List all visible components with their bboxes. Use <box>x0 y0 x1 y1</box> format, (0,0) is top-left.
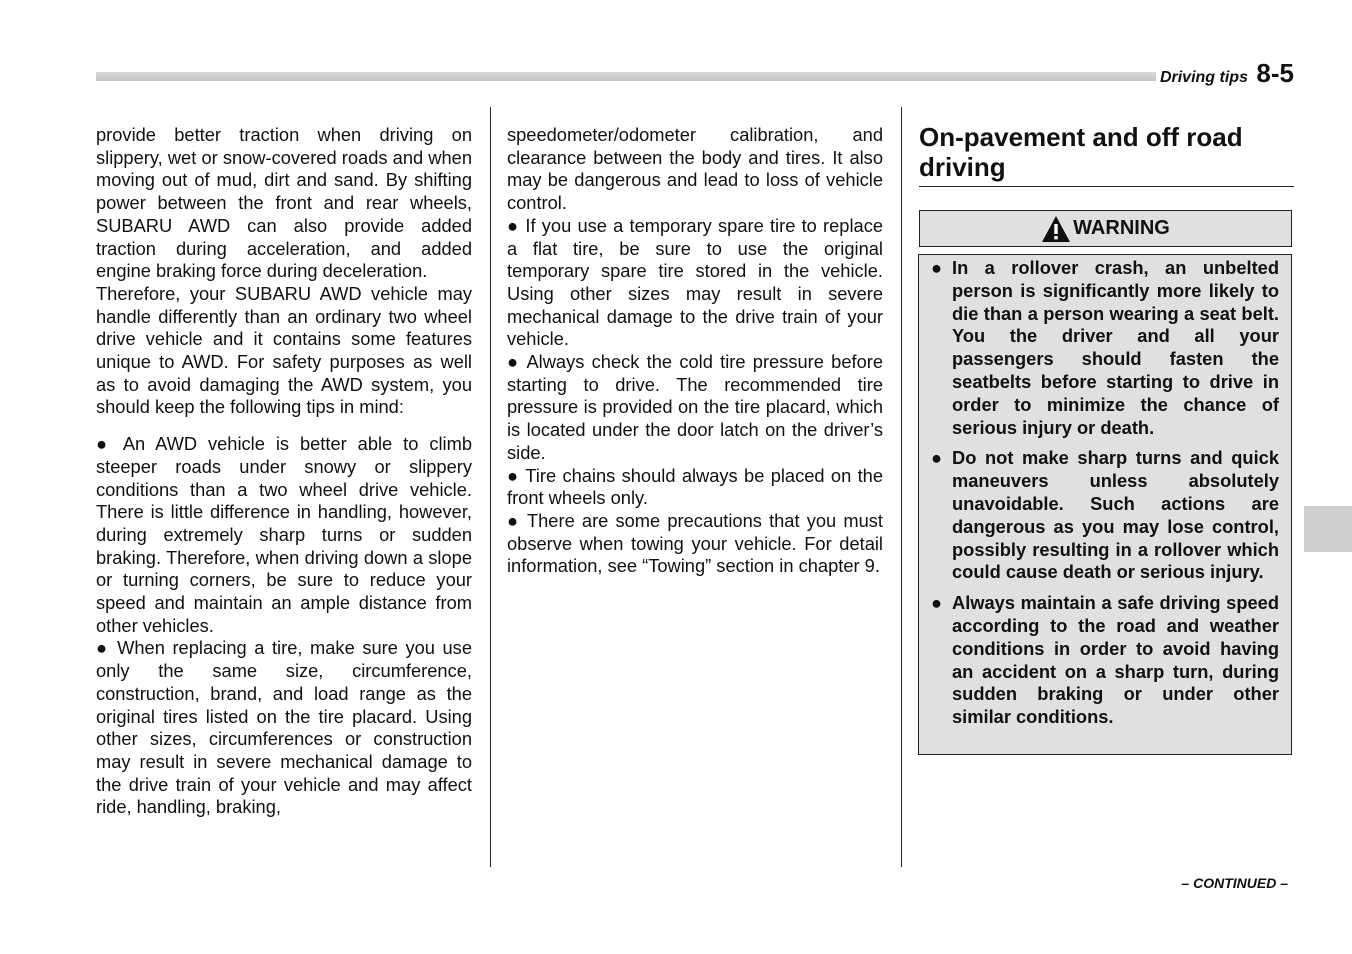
header-rule <box>96 72 1156 81</box>
warning-item <box>931 257 1279 439</box>
bullet-icon: ● <box>931 447 943 469</box>
chapter-side-tab <box>1304 506 1352 552</box>
bullet-icon: ● <box>931 257 943 278</box>
warning-item-text: Do not make sharp turns and quick maneuvers unless absolutely unavoidable. Such actions are dangerous as you may lose control, possibly resulting in a rollover which could cause death or serious injury. <box>952 447 1279 583</box>
warning-item-text: Always maintain a safe driving speed according to the road and weather conditions in order to avoid having an accident on a sharp turn, during sudden braking or under other similar conditions. <box>952 592 1279 728</box>
paragraph: speedometer/odometer calibration, and clearance between the body and tires. It also may be dangerous and lead to loss of vehicle control. <box>507 124 883 214</box>
warning-box <box>918 254 1292 755</box>
warning-item-text: In a rollover crash, an unbelted person is significantly more likely to die than a person wearing a seat belt. You the driver and all your passengers should fasten the seatbelts before starting to drive in order to minimize the chance of serious injury or death. <box>952 257 1279 438</box>
bullet-paragraph: ● An AWD vehicle is better able to climb steeper roads under snowy or slippery conditions than a two wheel drive vehicle. There is little difference in handling, however, during extremely sharp turns or sudden braking. Therefore, when driving down a slope or turning corners, be sure to reduce your speed and maintain an ample distance from other vehicles. <box>96 433 472 636</box>
warning-triangle-icon <box>1041 215 1071 243</box>
bullet-paragraph: ● When replacing a tire, make sure you use only the same size, circumference, construction, brand, and load range as the original tires listed on the tire placard. Using other sizes, circumferences or construction may result in severe mechanical damage to the drive train of your vehicle and may affect ride, handling, braking, <box>96 637 472 818</box>
running-header <box>1160 58 1294 89</box>
text-column-2 <box>507 124 883 578</box>
paragraph: Therefore, your SUBARU AWD vehicle may handle differently than an ordinary two wheel drive vehicle and it contains some features unique to AWD. For safety purposes as well as to avoid damaging the AWD system, you should keep the following tips in mind: <box>96 282 472 418</box>
text-column-1 <box>96 124 472 819</box>
page-number: 8-5 <box>1256 58 1294 88</box>
paragraph: provide better traction when driving on slippery, wet or snow-covered roads and when moving out of mud, dirt and sand. By shifting power between the front and rear wheels, SUBARU AWD can also provide added traction during acceleration, and added engine braking force during deceleration. <box>96 124 472 282</box>
column-divider-1 <box>490 107 491 867</box>
bullet-paragraph: ● Tire chains should always be placed on the front wheels only. <box>507 464 883 509</box>
header-section-title: Driving tips <box>1159 69 1248 86</box>
warning-item <box>931 447 1279 584</box>
continued-label: – CONTINUED – <box>1181 875 1288 891</box>
section-heading: On-pavement and off road driving <box>919 122 1294 187</box>
bullet-paragraph: ● If you use a temporary spare tire to replace a flat tire, be sure to use the original temporary spare tire stored in the vehicle. Using other sizes may result in severe mechanical damage to the drive train of your vehicle. <box>507 214 883 350</box>
bullet-paragraph: ● Always check the cold tire pressure before starting to drive. The recommended tire pressure is provided on the tire placard, which is located under the door latch on the driver’s side. <box>507 351 883 463</box>
bullet-paragraph: ● There are some precautions that you must observe when towing your vehicle. For detail information, see “Towing” section in chapter 9. <box>507 509 883 577</box>
column-divider-2 <box>901 107 902 867</box>
warning-header <box>919 210 1292 247</box>
warning-item <box>931 592 1279 729</box>
warning-label: WARNING <box>1073 217 1170 239</box>
bullet-icon: ● <box>931 592 943 614</box>
